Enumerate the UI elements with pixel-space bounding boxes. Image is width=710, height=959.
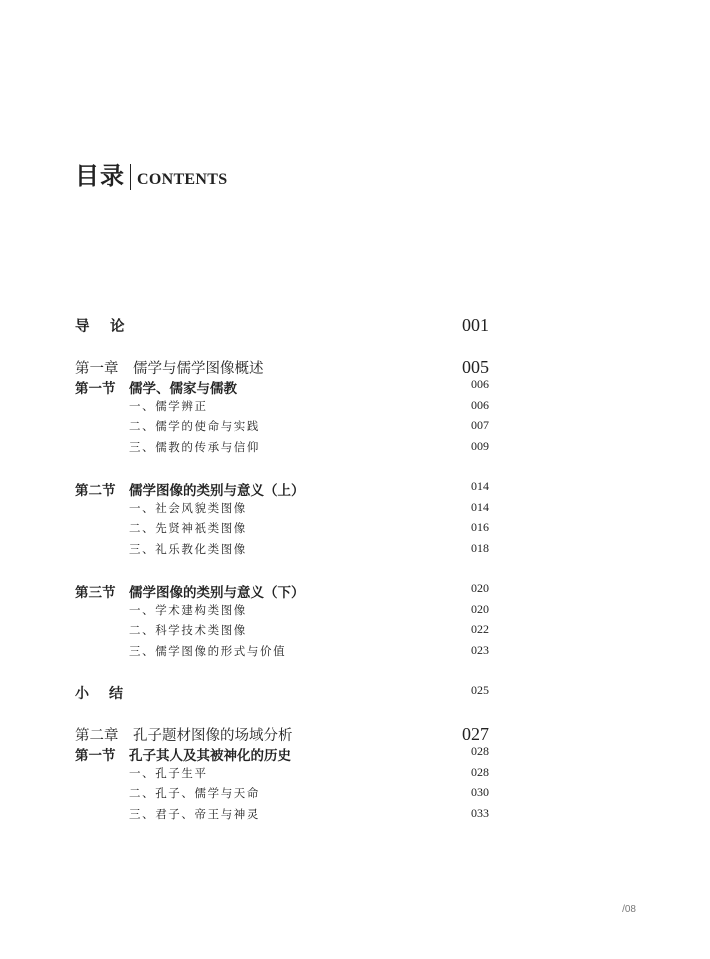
toc-entry-label: 一、儒学辨正	[129, 399, 208, 413]
toc-entry-item[interactable]	[0, 765, 710, 785]
toc-entry-chapter-1[interactable]	[0, 357, 710, 377]
toc-entry-page: 006	[471, 398, 489, 412]
toc-entry-label: 三、礼乐教化类图像	[129, 542, 247, 556]
toc-entry-summary[interactable]	[0, 683, 710, 703]
toc-entry-item[interactable]	[0, 602, 710, 622]
toc-entry-section-1-3[interactable]	[0, 581, 710, 601]
toc-entry-label: 导 论	[75, 318, 128, 335]
toc-entry-label: 三、儒学图像的形式与价值	[129, 644, 287, 658]
toc-entry-item[interactable]	[0, 785, 710, 805]
toc-entry-label: 小 结	[75, 686, 126, 702]
toc-entry-page: 020	[471, 581, 489, 595]
page-number: /08	[622, 904, 636, 915]
toc-entry-page: 025	[471, 683, 489, 697]
toc-entry-page: 001	[462, 315, 489, 335]
toc-entry-section-2-1[interactable]	[0, 744, 710, 764]
toc-entry-page: 018	[471, 541, 489, 555]
toc-entry-label: 二、孔子、儒学与天命	[129, 786, 260, 800]
toc-entry-item[interactable]	[0, 643, 710, 663]
toc-entry-page: 028	[471, 765, 489, 779]
toc-entry-item[interactable]	[0, 398, 710, 418]
toc-heading	[75, 162, 227, 190]
toc-entry-item[interactable]	[0, 622, 710, 642]
toc-entry-introduction[interactable]	[0, 315, 710, 335]
toc-entry-label: 第二章 孔子题材图像的场域分析	[75, 728, 293, 744]
toc-title-english: CONTENTS	[137, 171, 228, 188]
toc-title-chinese: 目录	[75, 161, 125, 190]
toc-entry-page: 009	[471, 439, 489, 453]
toc-entry-label: 第二节 儒学图像的类别与意义（上）	[75, 483, 305, 499]
toc-entry-label: 二、科学技术类图像	[129, 623, 247, 637]
toc-entry-section-1-1[interactable]	[0, 377, 710, 397]
toc-entry-page: 027	[462, 724, 489, 744]
toc-entry-label: 第三节 儒学图像的类别与意义（下）	[75, 585, 305, 601]
toc-entry-page: 005	[462, 357, 489, 377]
toc-entry-item[interactable]	[0, 806, 710, 826]
toc-entry-chapter-2[interactable]	[0, 724, 710, 744]
toc-entry-page: 028	[471, 744, 489, 758]
toc-entry-label: 二、先贤神祇类图像	[129, 521, 247, 535]
toc-entry-label: 一、学术建构类图像	[129, 603, 247, 617]
toc-entry-page: 016	[471, 520, 489, 534]
toc-entry-label: 第一章 儒学与儒学图像概述	[75, 361, 264, 377]
toc-entry-page: 023	[471, 643, 489, 657]
toc-entry-label: 第一节 儒学、儒家与儒教	[75, 381, 237, 397]
toc-entry-item[interactable]	[0, 418, 710, 438]
toc-entry-page: 006	[471, 377, 489, 391]
toc-entry-label: 三、儒教的传承与信仰	[129, 440, 260, 454]
toc-entry-page: 014	[471, 479, 489, 493]
toc-entry-item[interactable]	[0, 500, 710, 520]
toc-entry-item[interactable]	[0, 520, 710, 540]
toc-entry-label: 一、孔子生平	[129, 766, 208, 780]
toc-entry-page: 014	[471, 500, 489, 514]
toc-entry-label: 三、君子、帝王与神灵	[129, 807, 260, 821]
toc-entry-item[interactable]	[0, 541, 710, 561]
toc-entry-page: 007	[471, 418, 489, 432]
toc-entry-label: 第一节 孔子其人及其被神化的历史	[75, 748, 291, 764]
toc-entry-label: 一、社会风貌类图像	[129, 501, 247, 515]
title-divider	[130, 164, 131, 190]
toc-entry-page: 022	[471, 622, 489, 636]
toc-entry-page: 033	[471, 806, 489, 820]
toc-entry-item[interactable]	[0, 439, 710, 459]
toc-entry-page: 020	[471, 602, 489, 616]
toc-entry-label: 二、儒学的使命与实践	[129, 419, 260, 433]
toc-entry-page: 030	[471, 785, 489, 799]
toc-entry-section-1-2[interactable]	[0, 479, 710, 499]
